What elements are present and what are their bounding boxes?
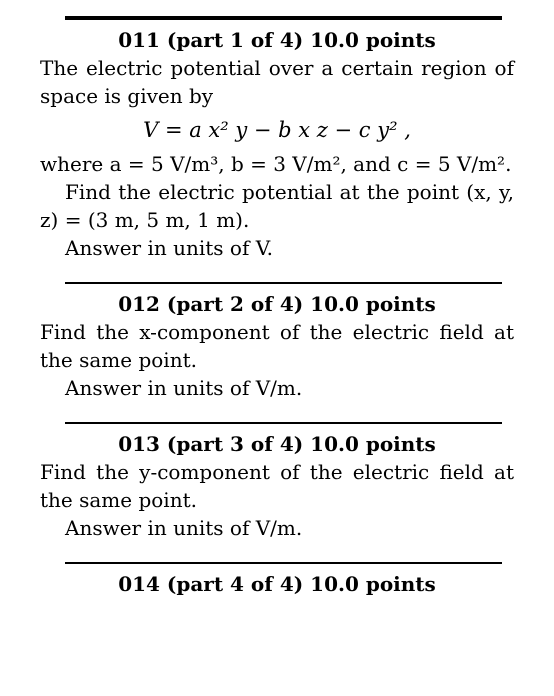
question-intro: The electric potential over a certain region of space is given by [40,56,514,108]
answer-units-011: Answer in units of V. [65,236,274,260]
constants-text: where a = 5 V/m³, b = 3 V/m², and c = 5 V/m². [40,152,512,176]
problem-sheet [40,0,514,598]
question-header-012: 012 (part 2 of 4) 10.0 points [118,292,436,316]
answer-units-012: Answer in units of V/m. [65,376,303,400]
potential-equation: V = a x² y − b x z − c y² , [143,118,411,142]
question-header-011: 011 (part 1 of 4) 10.0 points [118,28,436,52]
question-task-011: Find the electric potential at the point (x, y, z) = (3 m, 5 m, 1 m). [40,180,514,232]
question-task-013: Find the y-component of the electric field at the same point. [40,460,514,512]
answer-units-013: Answer in units of V/m. [65,516,303,540]
question-task-012: Find the x-component of the electric field at the same point. [40,320,514,372]
question-header-013: 013 (part 3 of 4) 10.0 points [118,432,436,456]
question-header-014: 014 (part 4 of 4) 10.0 points [118,572,436,596]
